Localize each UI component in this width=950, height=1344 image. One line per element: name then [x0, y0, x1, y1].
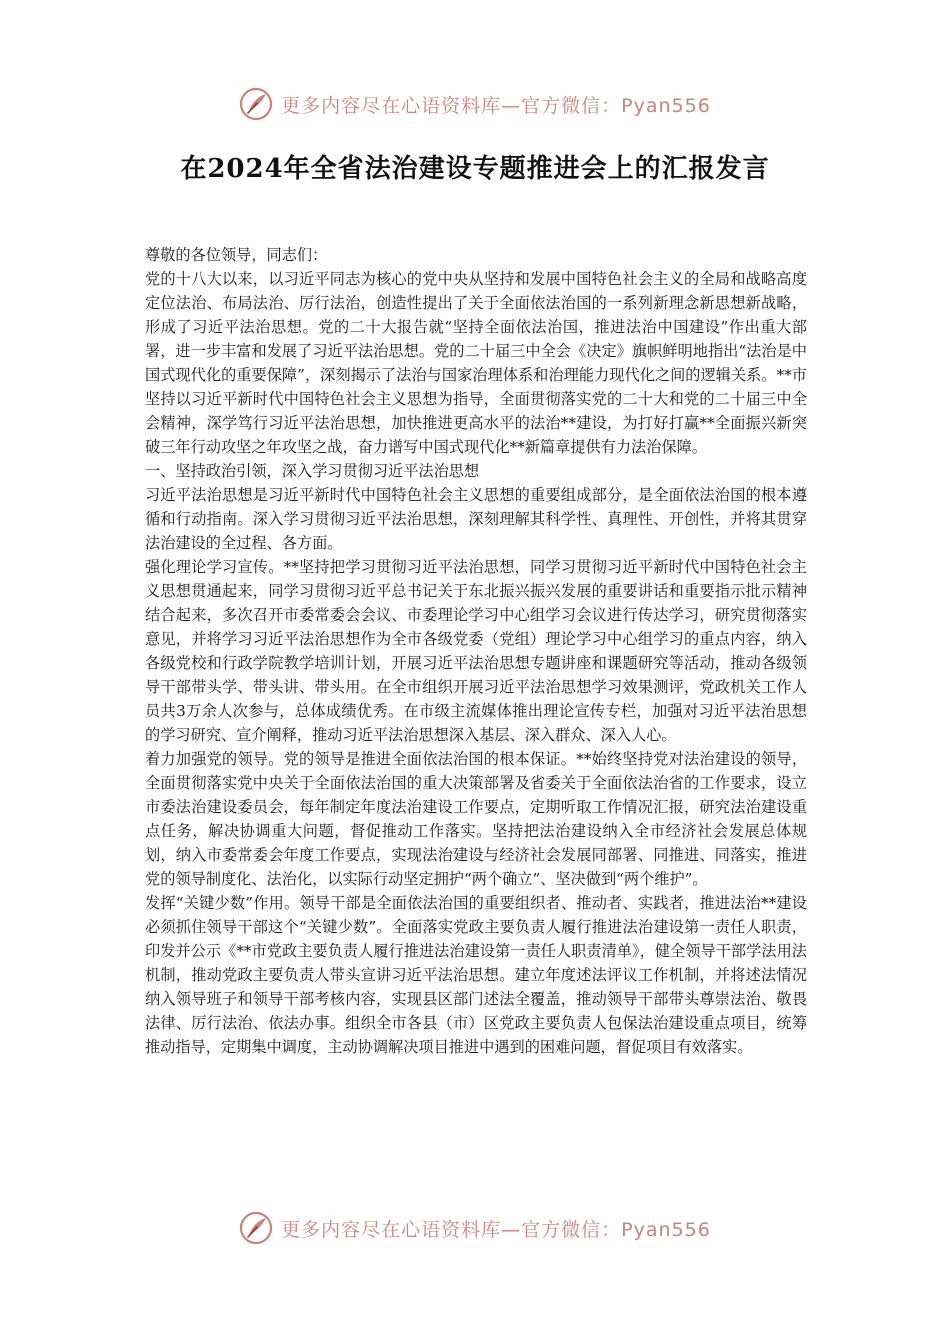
paragraph: 着力加强党的领导。党的领导是推进全面依法治国的根本保证。**始终坚持党对法治建设的领导，全面贯彻落实党中央关于全面依法治国的重大决策部署及省委关于全面依法治省的工作要求，设立市委法治建设委员会，每年制定年度法治建设工作要点，定期听取工作情况汇报，研究法治建设重点任务，解决协调重大问题，督促推动工作落实。坚持把法治建设纳入全市经济社会发展总体规划，纳入市委常委会年度工作要点，实现法治建设与经济社会发展同部署、同推进、同落实，推进党的领导制度化、法治化，以实际行动坚定拥护“两个确立”、坚决做到“两个维护”。 [145, 750, 807, 888]
watermark-text: 更多内容尽在心语资料库—官方微信：Pyan556 [281, 1218, 711, 1241]
document-body [145, 243, 807, 1059]
document-title: 在2024年全省法治建设专题推进会上的汇报发言 [180, 154, 770, 184]
paragraph: 强化理论学习宣传。**坚持把学习贯彻习近平法治思想，同学习贯彻习近平新时代中国特色社会主义思想贯通起来，同学习贯彻习近平总书记关于东北振兴振兴发展的重要讲话和重要指示批示精神结合起来，多次召开市委常委会会议、市委理论学习中心组学习会议进行传达学习，研究贯彻落实意见，并将学习习近平法治思想作为全市各级党委（党组）理论学习中心组学习的重点内容，纳入各级党校和行政学院教学培训计划，开展习近平法治思想专题讲座和课题研究等活动，推动各级领导干部带头学、带头讲、带头用。在全市组织开展习近平法治思想学习效果测评，党政机关工作人员共3万余人次参与，总体成绩优秀。在市级主流媒体推出理论宣传专栏，加强对习近平法治思想的学习研究、宣介阐释，推动习近平法治思想深入基层、深入群众、深入人心。 [145, 558, 807, 744]
paragraph-intro: 党的十八大以来，以习近平同志为核心的党中央从坚持和发展中国特色社会主义的全局和战略高度定位法治、布局法治、厉行法治，创造性提出了关于全面依法治国的一系列新理念新思想新战略，形成了习近平法治思想。党的二十大报告就“坚持全面依法治国，推进法治中国建设”作出重大部署，进一步丰富和发展了习近平法治思想。党的二十届三中全会《决定》旗帜鲜明地指出“法治是中国式现代化的重要保障”，深刻揭示了法治与国家治理体系和治理能力现代化之间的逻辑关系。**市坚持以习近平新时代中国特色社会主义思想为指导，全面贯彻落实党的二十大和党的二十届三中全会精神，深学笃行习近平法治思想，加快推进更高水平的法治**建设，为打好打赢**全面振兴新突破三年行动攻坚之年攻坚之战，奋力谱写中国式现代化**新篇章提供有力法治保障。 [145, 270, 807, 456]
watermark-text: 更多内容尽在心语资料库—官方微信：Pyan556 [281, 94, 711, 117]
salutation: 尊敬的各位领导，同志们： [145, 246, 328, 264]
paragraph: 习近平法治思想是习近平新时代中国特色社会主义思想的重要组成部分，是全面依法治国的根本遵循和行动指南。深入学习贯彻习近平法治思想，深刻理解其科学性、真理性、开创性，并将其贯穿法治建设的全过程、各方面。 [145, 486, 807, 552]
feather-quill-logo-icon [239, 1211, 273, 1245]
watermark-header [0, 84, 950, 124]
section-heading: 一、坚持政治引领，深入学习贯彻习近平法治思想 [145, 462, 480, 480]
watermark-footer [0, 1208, 950, 1248]
feather-quill-logo-icon [239, 87, 273, 121]
paragraph: 发挥“关键少数”作用。领导干部是全面依法治国的重要组织者、推动者、实践者，推进法治**建设必须抓住领导干部这个“关键少数”。全面落实党政主要负责人履行推进法治建设第一责任人职责，印发并公示《**市党政主要负责人履行推进法治建设第一责任人职责清单》，健全领导干部学法用法机制，推动党政主要负责人带头宣讲习近平法治思想。建立年度述法评议工作机制，并将述法情况纳入领导班子和领导干部考核内容，实现县区部门述法全覆盖，推动领导干部带头尊崇法治、敬畏法律、厉行法治、依法办事。组织全市各县（市）区党政主要负责人包保法治建设重点项目，统筹推动指导，定期集中调度，主动协调解决项目推进中遇到的困难问题，督促项目有效落实。 [145, 894, 807, 1056]
